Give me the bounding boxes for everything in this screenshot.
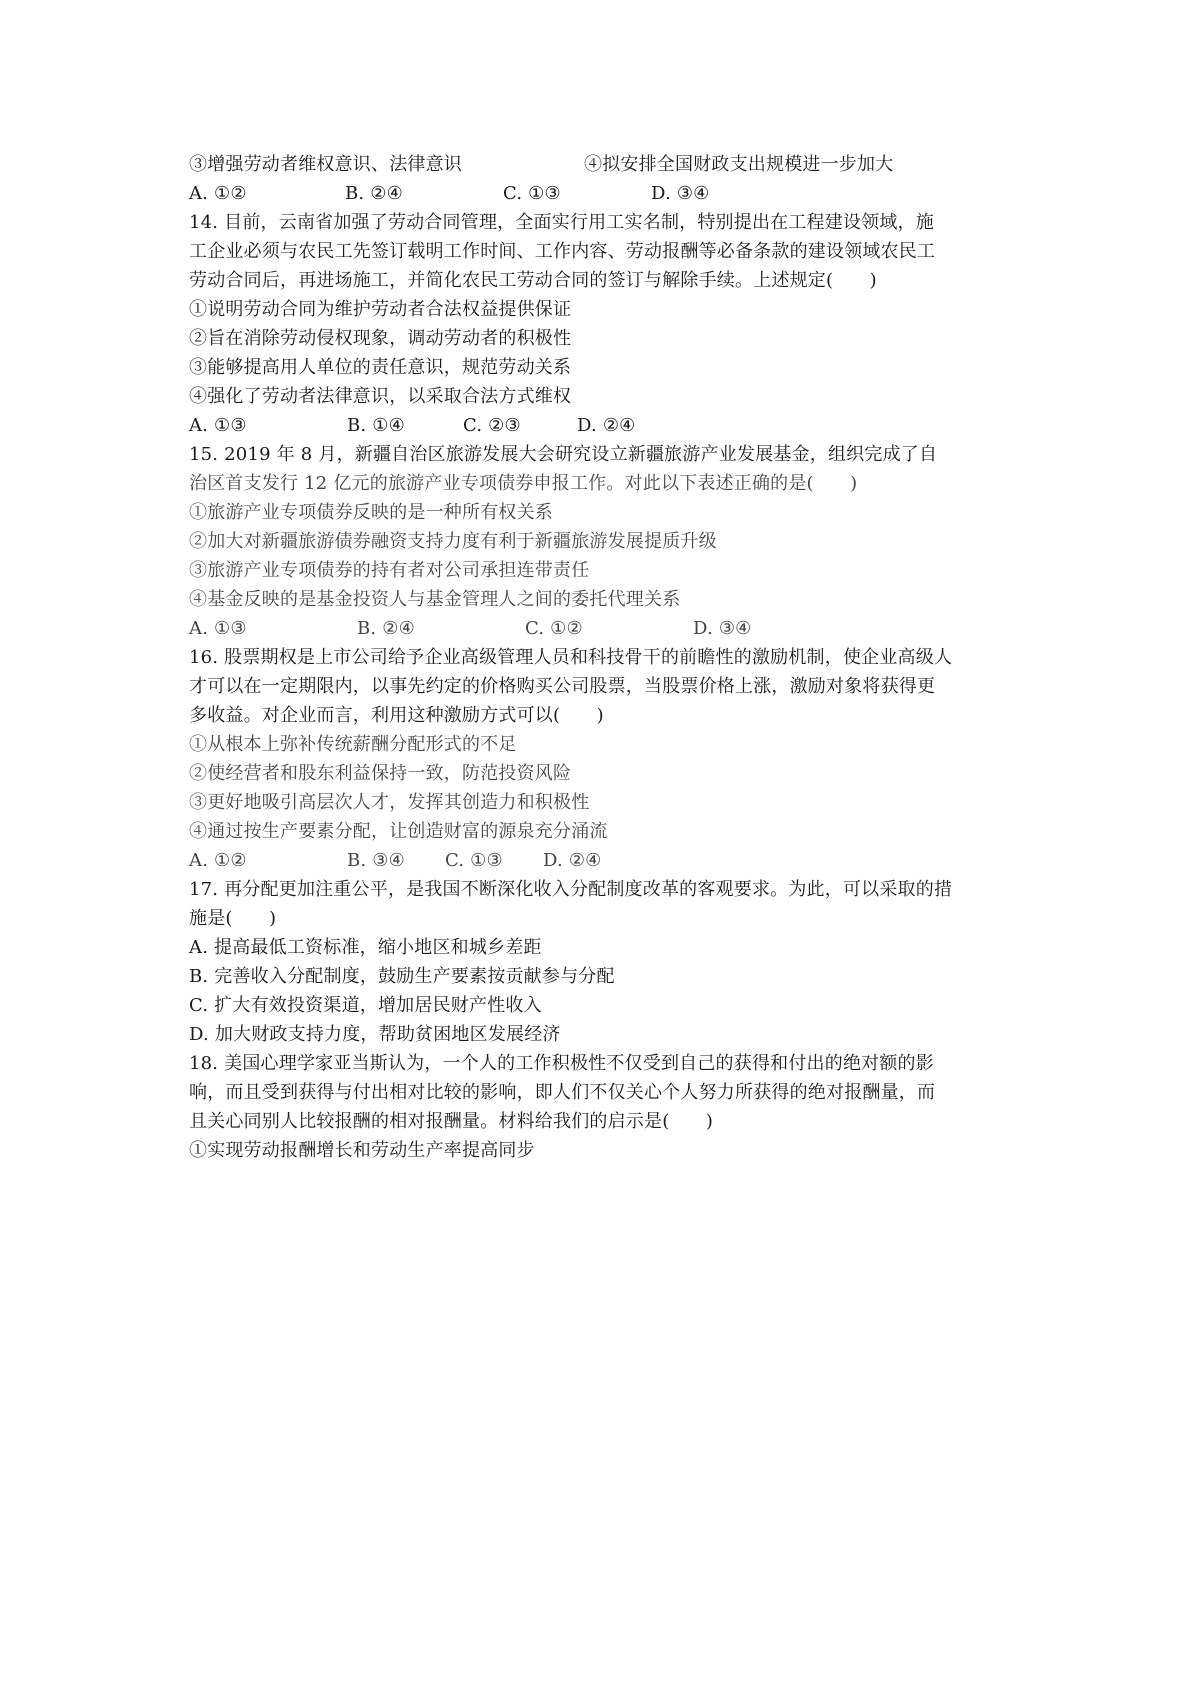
- q15-choice-c: C. ①②: [525, 618, 583, 639]
- q16-stem-line-1: 16. 股票期权是上市公司给予企业高级管理人员和科技骨干的前瞻性的激励机制，使企业高级人: [189, 647, 953, 668]
- q13-items-row: [189, 150, 1019, 179]
- exam-page: [189, 150, 1019, 1165]
- q15-item-4: ④基金反映的是基金投资人与基金管理人之间的委托代理关系: [189, 589, 681, 610]
- q17-stem-line-1: 17. 再分配更加注重公平，是我国不断深化收入分配制度改革的客观要求。为此，可以采取的措: [189, 879, 953, 900]
- q16-choice-d: D. ②④: [543, 850, 602, 871]
- q14-item-4: ④强化了劳动者法律意识，以采取合法方式维权: [189, 386, 572, 407]
- q15-stem-line-2: 治区首支发行 12 亿元的旅游产业专项债券申报工作。对此以下表述正确的是( ): [189, 473, 858, 494]
- q13-choice-d: D. ③④: [651, 183, 710, 204]
- q16-choice-c: C. ①③: [445, 850, 503, 871]
- q15-stem-line-1: 15. 2019 年 8 月，新疆自治区旅游发展大会研究设立新疆旅游产业发展基金，组织完成了自: [189, 444, 938, 465]
- q15-choice-b: B. ②④: [357, 618, 415, 639]
- q13-choice-a: A. ①②: [189, 183, 247, 204]
- q14-choice-d: D. ②④: [577, 415, 636, 436]
- q14-item-3: ③能够提高用人单位的责任意识，规范劳动关系: [189, 357, 572, 378]
- q14-stem-line-3: 劳动合同后，再进场施工，并简化农民工劳动合同的签订与解除手续。上述规定( ): [189, 270, 877, 291]
- q18-stem-line-2: 响，而且受到获得与付出相对比较的影响，即人们不仅关心个人努力所获得的绝对报酬量，而: [189, 1082, 936, 1103]
- q16-choice-a: A. ①②: [189, 850, 247, 871]
- q16-item-3: ③更好地吸引高层次人才，发挥其创造力和积极性: [189, 792, 590, 813]
- q17-choice-c: C. 扩大有效投资渠道，增加居民财产性收入: [189, 995, 542, 1016]
- q14-choices: [189, 411, 1019, 440]
- q17-stem-line-2: 施是( ): [189, 908, 277, 929]
- q15-choices: [189, 614, 1019, 643]
- q15-choice-a: A. ①③: [189, 618, 247, 639]
- q14-choice-c: C. ②③: [463, 415, 521, 436]
- q17-choice-d: D. 加大财政支持力度，帮助贫困地区发展经济: [189, 1024, 561, 1045]
- q13-choice-b: B. ②④: [345, 183, 403, 204]
- q18-stem-line-3: 且关心同别人比较报酬的相对报酬量。材料给我们的启示是( ): [189, 1111, 714, 1132]
- q15-item-2: ②加大对新疆旅游债券融资支持力度有利于新疆旅游发展提质升级: [189, 531, 717, 552]
- q14-choice-a: A. ①③: [189, 415, 247, 436]
- q14-item-2: ②旨在消除劳动侵权现象，调动劳动者的积极性: [189, 328, 572, 349]
- q16-item-1: ①从根本上弥补传统薪酬分配形式的不足: [189, 734, 517, 755]
- q17-choice-a: A. 提高最低工资标准，缩小地区和城乡差距: [189, 937, 542, 958]
- q13-item-4: ④拟安排全国财政支出规模进一步加大: [584, 154, 894, 175]
- q14-stem-line-1: 14. 目前，云南省加强了劳动合同管理，全面实行用工实名制，特别提出在工程建设领域，施: [189, 212, 934, 233]
- q14-item-1: ①说明劳动合同为维护劳动者合法权益提供保证: [189, 299, 572, 320]
- q15-item-1: ①旅游产业专项债券反映的是一种所有权关系: [189, 502, 553, 523]
- q18-stem-line-1: 18. 美国心理学家亚当斯认为，一个人的工作积极性不仅受到自己的获得和付出的绝对额的影: [189, 1053, 934, 1074]
- q16-stem-line-3: 多收益。对企业而言，利用这种激励方式可以( ): [189, 705, 604, 726]
- q13-item-3: ③增强劳动者维权意识、法律意识: [189, 154, 462, 175]
- q18-item-1: ①实现劳动报酬增长和劳动生产率提高同步: [189, 1140, 535, 1161]
- q16-stem-line-2: 才可以在一定期限内，以事先约定的价格购买公司股票，当股票价格上涨，激励对象将获得更: [189, 676, 936, 697]
- q13-choices: [189, 179, 1019, 208]
- q14-choice-b: B. ①④: [347, 415, 405, 436]
- q16-choice-b: B. ③④: [347, 850, 405, 871]
- q16-choices: [189, 846, 1019, 875]
- q15-choice-d: D. ③④: [693, 618, 752, 639]
- q16-item-2: ②使经营者和股东利益保持一致，防范投资风险: [189, 763, 572, 784]
- q15-item-3: ③旅游产业专项债券的持有者对公司承担连带责任: [189, 560, 590, 581]
- q13-choice-c: C. ①③: [503, 183, 561, 204]
- q14-stem-line-2: 工企业必须与农民工先签订载明工作时间、工作内容、劳动报酬等必备条款的建设领域农民工: [189, 241, 936, 262]
- q17-choice-b: B. 完善收入分配制度，鼓励生产要素按贡献参与分配: [189, 966, 615, 987]
- q16-item-4: ④通过按生产要素分配，让创造财富的源泉充分涌流: [189, 821, 608, 842]
